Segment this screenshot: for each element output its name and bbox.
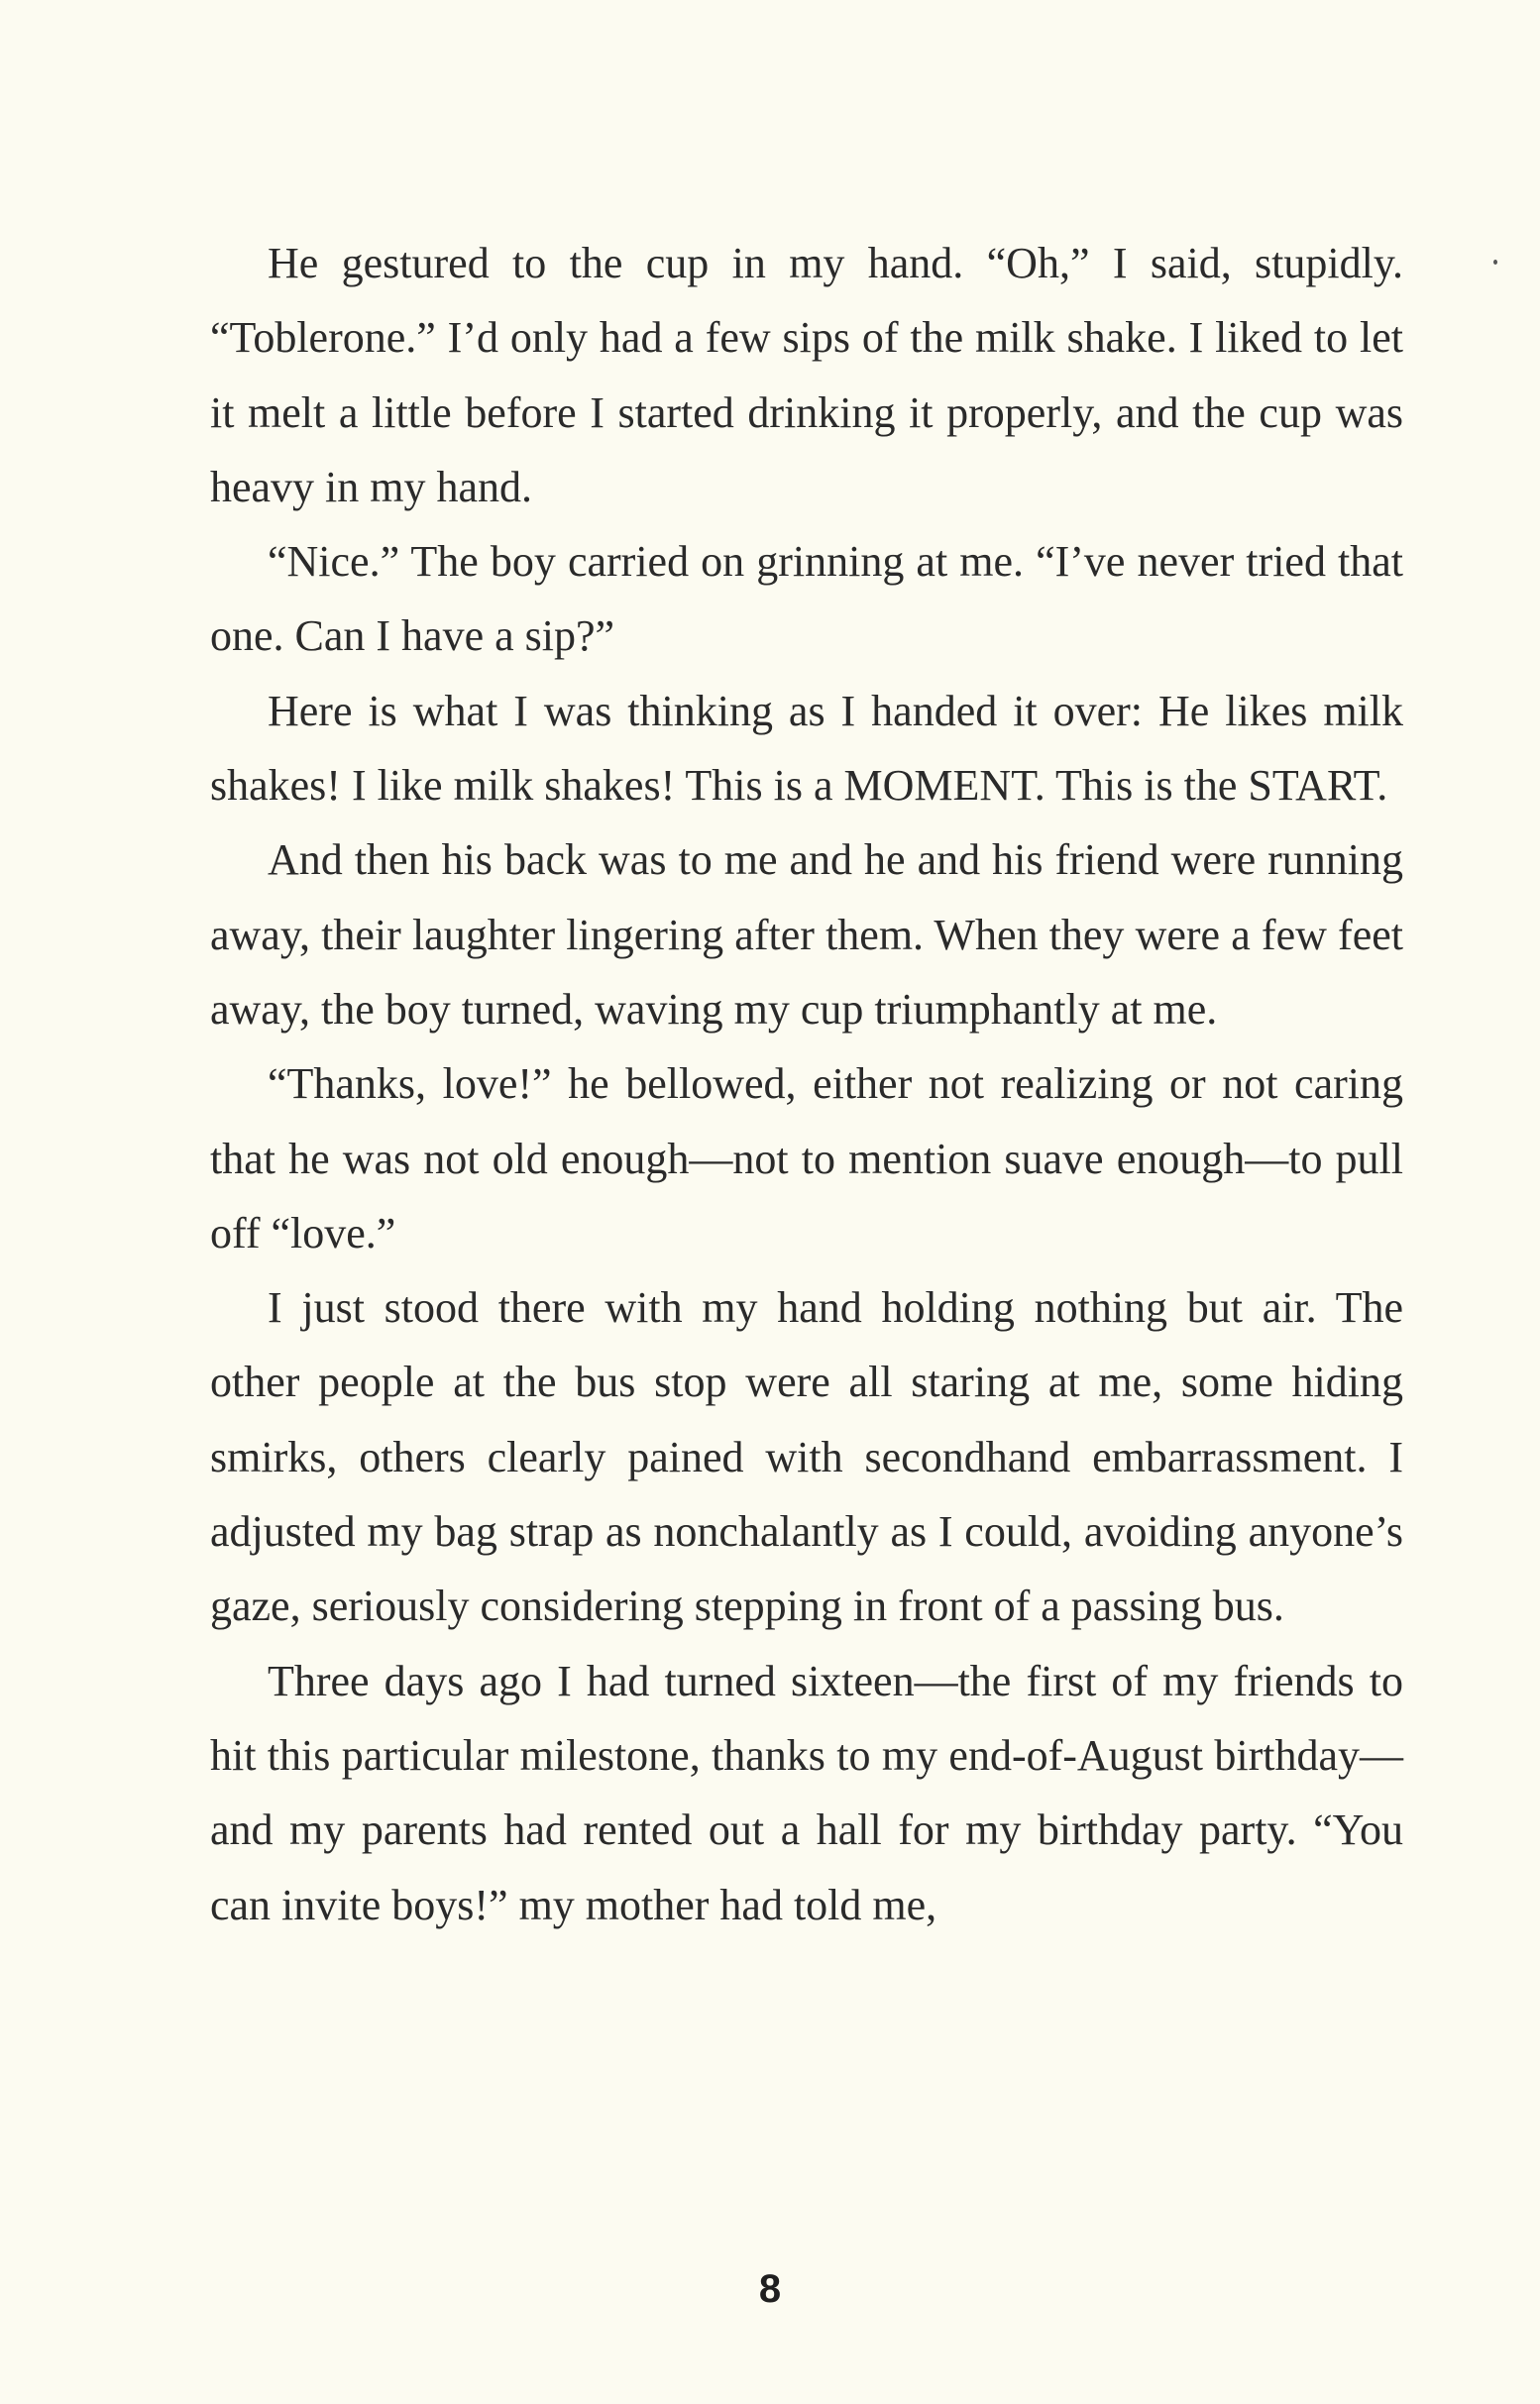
- paragraph-3: Here is what I was thinking as I handed it over: He likes milk shakes! I like milk shakes! This is a MOMENT. This is the START.: [210, 686, 1403, 811]
- paragraph-1: He gestured to the cup in my hand. “Oh,” I said, stupidly. “Toblerone.” I’d only had a few sips of the milk shake. I liked to let it melt a little before I started drinking it properly, and the cup was heavy in my hand.: [210, 239, 1403, 511]
- paragraph-7: Three days ago I had turned sixteen—the first of my friends to hit this particular milestone, thanks to my end-of-August birthday—and my parents had rented out a hall for my birthday party. “You can invite boys!” my mother had told me,: [210, 1656, 1403, 1929]
- body-text: [210, 226, 1403, 1942]
- paragraph-4: And then his back was to me and he and his friend were running away, their laughter lingering after them. When they were a few feet away, the boy turned, waving my cup triumphantly at me.: [210, 835, 1403, 1034]
- paragraph-5: “Thanks, love!” he bellowed, either not realizing or not caring that he was not old enough—not to mention suave enough—to pull off “love.”: [210, 1059, 1403, 1257]
- paragraph-6: I just stood there with my hand holding nothing but air. The other people at the bus stop were all staring at me, some hiding smirks, others clearly pained with secondhand embarrassment. I adjusted my bag strap as nonchalantly as I could, avoiding anyone’s gaze, seriously considering stepping in front of a passing bus.: [210, 1283, 1403, 1631]
- page-speck: [1493, 260, 1497, 265]
- page-number: 8: [758, 2267, 782, 2311]
- paragraph-2: “Nice.” The boy carried on grinning at me. “I’ve never tried that one. Can I have a sip?”: [210, 537, 1403, 661]
